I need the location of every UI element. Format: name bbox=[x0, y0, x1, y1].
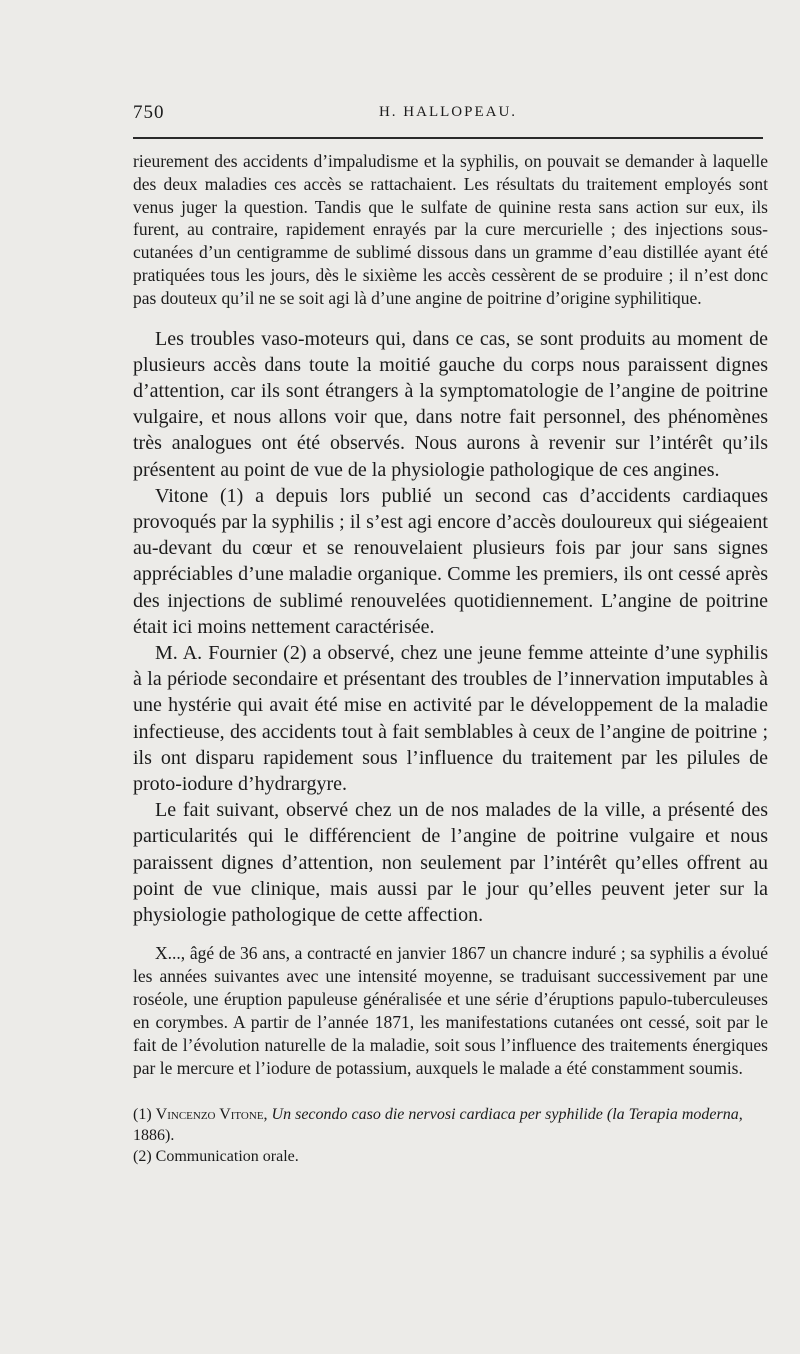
paragraph-fait-suivant: Le fait suivant, observé chez un de nos malades de la ville, a présenté des particularités qui le différencient de l’angine de poitrine vulgaire et nous paraissent dignes d’attention, non seulement par l’intérêt qu’elles offrent au point de vue clinique, mais aussi par le jour qu’elles peuvent jeter sur la physiologie pathologique de cette affection. bbox=[133, 799, 768, 927]
header-rule bbox=[133, 137, 763, 139]
paragraph-vaso-moteurs: Les troubles vaso-moteurs qui, dans ce cas, se sont produits au moment de plusieurs accès dans toute la moitié gauche du corps nous paraissent dignes d’attention, car ils sont étrangers à la symptomatologie de l’angine de poitrine vulgaire, et nous allons voir que, dans notre fait personnel, des phénomènes très analogues ont été observés. Nous aurons à revenir sur l’intérêt qu’ils présentent au point de vue de la physiologie pathologique de ces angines. bbox=[133, 327, 768, 481]
page-body bbox=[133, 150, 768, 1167]
footnote-2-marker: (2) bbox=[133, 1148, 152, 1166]
footnotes bbox=[133, 1104, 768, 1167]
page-number: 750 bbox=[133, 102, 165, 123]
paragraph-fournier: M. A. Fournier (2) a observé, chez une jeune femme atteinte d’une syphilis à la période secondaire et présentant des troubles de l’innervation imputables à une hystérie qui avait été mise en activité par le développement de la maladie infectieuse, des accidents tout à fait semblables à ceux de l’angine de poitrine ; ils ont disparu rapidement sous l’influence du traitement par les pilules de proto-iodure d’hydrargyre. bbox=[133, 642, 768, 796]
running-header bbox=[133, 100, 763, 128]
running-title: H. HALLOPEAU. bbox=[378, 104, 518, 120]
paragraph-vitone: Vitone (1) a depuis lors publié un second cas d’accidents cardiaques provoqués par la syphilis ; il s’est agi encore d’accès douloureux qui siégeaient au-devant du cœur et se renouvelaient plusieurs fois par jour sans signes appréciables d’une maladie organique. Comme les premiers, ils ont cessé après des injections de sublimé renouvelées quotidiennement. L’angine de poitrine était ici moins nettement caractérisée. bbox=[133, 484, 768, 638]
footnote-1-title: Un secondo caso die nervosi cardiaca per syphilide bbox=[271, 1106, 603, 1124]
case-report-paragraph: X..., âgé de 36 ans, a contracté en janvier 1867 un chancre induré ; sa syphilis a évolué les années suivantes avec une intensité moyenne, se traduisant successivement par une roséole, une éruption papuleuse généralisée et une série d’éruptions papulo-tuberculeuses en corymbes. A partir de l’année 1871, les manifestations cutanées ont cessé, soit par le fait de l’évolution naturelle de la maladie, soit sous l’influence des traitements énergiques par le mercure et l’iodure de potassium, auxquels le malade a été constamment soumis. bbox=[133, 943, 768, 1079]
footnote-1-journal: (la Terapia moderna, bbox=[606, 1106, 743, 1124]
footnote-2 bbox=[133, 1146, 768, 1167]
footnote-1-year: 1886). bbox=[133, 1127, 175, 1145]
footnote-2-text: Communication orale. bbox=[155, 1148, 299, 1166]
intro-paragraph: rieurement des accidents d’impaludisme et la syphilis, on pouvait se demander à laquelle des deux maladies ces accès se rattachaient. Les résultats du traitement employés sont venus juger la question. Tandis que le sulfate de quinine resta sans action sur eux, ils furent, au contraire, rapidement enrayés par la cure mercurielle ; des injections sous-cutanées d’un centigramme de sublimé dissous dans un gramme d’eau distillée ayant été pratiquées tous les jours, dès le sixième les accès cessèrent de se produire ; il n’est donc pas douteux qu’il ne se soit agi là d’une angine de poitrine d’origine syphilitique. bbox=[133, 151, 768, 308]
footnote-1-author: Vincenzo Vitone, bbox=[155, 1106, 268, 1124]
footnote-1-marker: (1) bbox=[133, 1106, 152, 1124]
footnote-1 bbox=[133, 1104, 768, 1146]
